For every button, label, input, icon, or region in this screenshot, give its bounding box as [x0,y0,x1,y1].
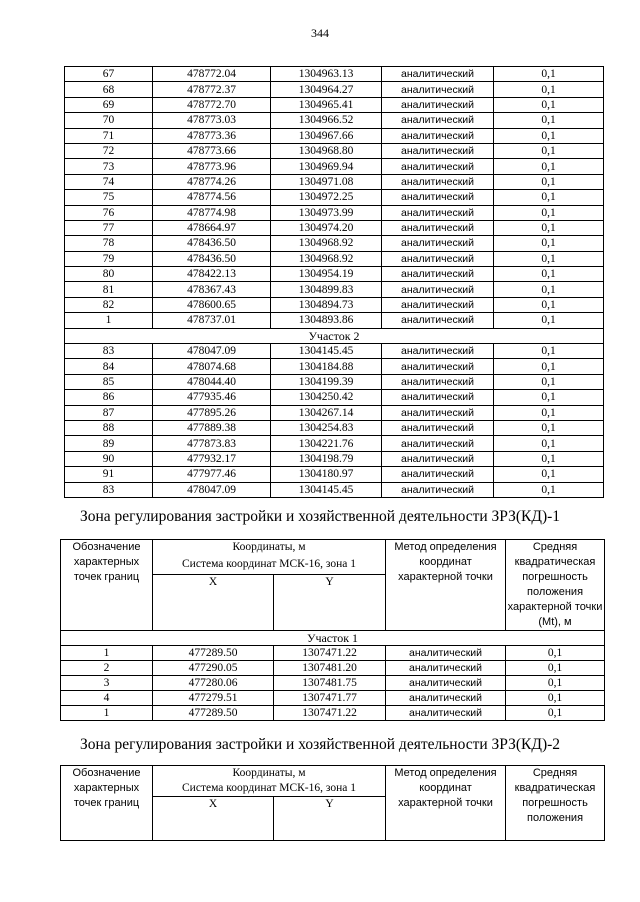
coord-y: 1304180.97 [271,467,382,482]
coord-x: 477977.46 [153,467,271,482]
method: аналитический [382,251,494,266]
coord-x: 478047.09 [153,344,271,359]
coord-y: 1304968.92 [271,251,382,266]
method: аналитический [382,359,494,374]
coord-x: 478772.04 [153,67,271,82]
error: 0,1 [506,691,605,706]
coord-x: 478737.01 [153,313,271,328]
header-error: Средняя квадратическая погрешность положения характерной точки (Mt), м [506,540,605,631]
coord-x: 478436.50 [153,251,271,266]
coord-x: 478773.66 [153,143,271,158]
error: 0,1 [494,344,604,359]
coord-y: 1307471.22 [274,646,386,661]
coord-y: 1304145.45 [271,482,382,497]
method: аналитический [382,297,494,312]
coordinates-table-zone2 [60,765,605,841]
coord-y: 1304893.86 [271,313,382,328]
error: 0,1 [494,313,604,328]
header-method: Метод определения координат характерной точки [386,540,506,631]
table-row [65,467,604,482]
point-number: 67 [65,67,153,82]
method: аналитический [382,282,494,297]
point-number: 81 [65,282,153,297]
error: 0,1 [494,174,604,189]
coord-y: 1304969.94 [271,159,382,174]
table-row [65,251,604,266]
coord-x: 478773.96 [153,159,271,174]
coord-y: 1304973.99 [271,205,382,220]
coord-y: 1304965.41 [271,97,382,112]
error: 0,1 [494,420,604,435]
method: аналитический [382,267,494,282]
coord-x: 478774.98 [153,205,271,220]
point-number: 86 [65,390,153,405]
point-number: 80 [65,267,153,282]
point-number: 3 [61,676,153,691]
point-number: 79 [65,251,153,266]
error: 0,1 [506,676,605,691]
error: 0,1 [506,646,605,661]
coord-y: 1304967.66 [271,128,382,143]
table-row [61,646,605,661]
method: аналитический [386,676,506,691]
coord-y: 1304972.25 [271,190,382,205]
method: аналитический [382,436,494,451]
error: 0,1 [506,661,605,676]
point-number: 84 [65,359,153,374]
coordinates-table-1 [64,66,604,498]
coord-y: 1307481.75 [274,676,386,691]
coord-y: 1304198.79 [271,451,382,466]
coord-y: 1304974.20 [271,220,382,235]
zone1-title: Зона регулирования застройки и хозяйственной деятельности ЗРЗ(КД)-1 [79,508,561,525]
point-number: 1 [65,313,153,328]
coord-y: 1304184.88 [271,359,382,374]
method: аналитический [382,113,494,128]
point-number: 87 [65,405,153,420]
table-row [61,706,605,721]
method: аналитический [382,451,494,466]
method: аналитический [382,236,494,251]
coord-y: 1304267.14 [271,405,382,420]
table-row [65,451,604,466]
coord-x: 477279.51 [153,691,274,706]
table-row [65,420,604,435]
section-row [65,328,604,343]
method: аналитический [382,374,494,389]
header-error: Средняя квадратическая погрешность положения [506,766,605,841]
table-row [65,436,604,451]
table-row [65,374,604,389]
error: 0,1 [494,67,604,82]
error: 0,1 [494,482,604,497]
section-label: Участок 1 [61,631,605,646]
point-number: 1 [61,706,153,721]
coord-x: 477873.83 [153,436,271,451]
method: аналитический [382,467,494,482]
table-row [65,67,604,82]
coord-x: 478772.70 [153,97,271,112]
table-row [65,205,604,220]
table-row [65,359,604,374]
coord-x: 477290.05 [153,661,274,676]
point-number: 76 [65,205,153,220]
coord-y: 1304963.13 [271,67,382,82]
point-number: 88 [65,420,153,435]
table-row [65,313,604,328]
point-number: 85 [65,374,153,389]
error: 0,1 [494,159,604,174]
error: 0,1 [494,436,604,451]
table-row [61,661,605,676]
table-row [65,405,604,420]
section-label: Участок 2 [65,328,604,343]
coord-x: 478774.26 [153,174,271,189]
table-row [65,190,604,205]
header-x: X [153,575,274,631]
table-row [65,390,604,405]
error: 0,1 [494,451,604,466]
method: аналитический [382,190,494,205]
coord-x: 478367.43 [153,282,271,297]
error: 0,1 [506,706,605,721]
header-y: Y [274,575,386,631]
table-row [65,159,604,174]
coord-x: 478074.68 [153,359,271,374]
coord-y: 1307481.20 [274,661,386,676]
method: аналитический [382,67,494,82]
point-number: 90 [65,451,153,466]
method: аналитический [382,344,494,359]
error: 0,1 [494,282,604,297]
method: аналитический [382,482,494,497]
coord-y: 1304971.08 [271,174,382,189]
error: 0,1 [494,467,604,482]
method: аналитический [386,646,506,661]
table-row [65,267,604,282]
header-y: Y [274,797,386,841]
error: 0,1 [494,390,604,405]
error: 0,1 [494,128,604,143]
table-row [61,676,605,691]
coord-x: 478436.50 [153,236,271,251]
point-number: 75 [65,190,153,205]
table-row [65,143,604,158]
page-number: 344 [311,26,329,40]
method: аналитический [382,82,494,97]
table-row [65,220,604,235]
coord-y: 1307471.22 [274,706,386,721]
header-coordinates: Координаты, м [153,766,386,782]
coord-x: 478600.65 [153,297,271,312]
header-coordinate-system: Система координат МСК-16, зона 1 [153,557,386,575]
header-point-designation: Обозначение характерных точек границ [61,540,153,631]
coord-x: 478422.13 [153,267,271,282]
point-number: 68 [65,82,153,97]
method: аналитический [382,390,494,405]
error: 0,1 [494,374,604,389]
table-row [65,113,604,128]
table-row [65,82,604,97]
coord-y: 1304254.83 [271,420,382,435]
error: 0,1 [494,251,604,266]
method: аналитический [382,143,494,158]
point-number: 74 [65,174,153,189]
method: аналитический [382,313,494,328]
table-row [65,97,604,112]
coord-y: 1304894.73 [271,297,382,312]
method: аналитический [382,174,494,189]
table1-rows-b [65,344,604,498]
coord-y: 1304145.45 [271,344,382,359]
header-point-designation: Обозначение характерных точек границ [61,766,153,841]
point-number: 70 [65,113,153,128]
table-row [65,174,604,189]
method: аналитический [382,420,494,435]
header-coordinate-system: Система координат МСК-16, зона 1 [153,781,386,797]
table-row [61,691,605,706]
error: 0,1 [494,220,604,235]
coord-y: 1307471.77 [274,691,386,706]
coord-x: 477932.17 [153,451,271,466]
table-row [65,344,604,359]
zone1-rows [61,646,605,721]
coord-x: 478773.36 [153,128,271,143]
point-number: 83 [65,344,153,359]
coord-x: 478772.37 [153,82,271,97]
coord-x: 478773.03 [153,113,271,128]
table-row [65,128,604,143]
coord-y: 1304964.27 [271,82,382,97]
table-row [65,282,604,297]
point-number: 91 [65,467,153,482]
coord-y: 1304954.19 [271,267,382,282]
error: 0,1 [494,405,604,420]
error: 0,1 [494,205,604,220]
method: аналитический [386,706,506,721]
method: аналитический [382,205,494,220]
zone2-title: Зона регулирования застройки и хозяйственной деятельности ЗРЗ(КД)-2 [79,736,561,753]
point-number: 83 [65,482,153,497]
method: аналитический [382,220,494,235]
coord-y: 1304968.92 [271,236,382,251]
point-number: 89 [65,436,153,451]
method: аналитический [382,405,494,420]
coord-y: 1304968.80 [271,143,382,158]
coord-y: 1304966.52 [271,113,382,128]
coord-x: 478664.97 [153,220,271,235]
error: 0,1 [494,267,604,282]
coord-x: 477280.06 [153,676,274,691]
method: аналитический [386,691,506,706]
error: 0,1 [494,297,604,312]
table-row [65,297,604,312]
section-row [61,631,605,646]
coord-x: 477935.46 [153,390,271,405]
table-row [65,236,604,251]
coord-y: 1304899.83 [271,282,382,297]
coord-x: 477895.26 [153,405,271,420]
error: 0,1 [494,143,604,158]
method: аналитический [382,97,494,112]
table1-rows-a [65,67,604,329]
error: 0,1 [494,97,604,112]
coord-x: 477889.38 [153,420,271,435]
coord-x: 478044.40 [153,374,271,389]
coord-y: 1304250.42 [271,390,382,405]
point-number: 4 [61,691,153,706]
coord-x: 477289.50 [153,706,274,721]
error: 0,1 [494,190,604,205]
error: 0,1 [494,113,604,128]
error: 0,1 [494,82,604,97]
coord-y: 1304199.39 [271,374,382,389]
header-x: X [153,797,274,841]
coord-x: 478047.09 [153,482,271,497]
point-number: 82 [65,297,153,312]
point-number: 78 [65,236,153,251]
point-number: 73 [65,159,153,174]
point-number: 2 [61,661,153,676]
table-row [65,482,604,497]
coord-y: 1304221.76 [271,436,382,451]
header-coordinates: Координаты, м [153,540,386,558]
coord-x: 478774.56 [153,190,271,205]
point-number: 71 [65,128,153,143]
point-number: 72 [65,143,153,158]
header-method: Метод определения координат характерной точки [386,766,506,841]
error: 0,1 [494,236,604,251]
method: аналитический [386,661,506,676]
error: 0,1 [494,359,604,374]
point-number: 77 [65,220,153,235]
coordinates-table-zone1 [60,539,605,721]
method: аналитический [382,128,494,143]
method: аналитический [382,159,494,174]
coord-x: 477289.50 [153,646,274,661]
point-number: 1 [61,646,153,661]
point-number: 69 [65,97,153,112]
